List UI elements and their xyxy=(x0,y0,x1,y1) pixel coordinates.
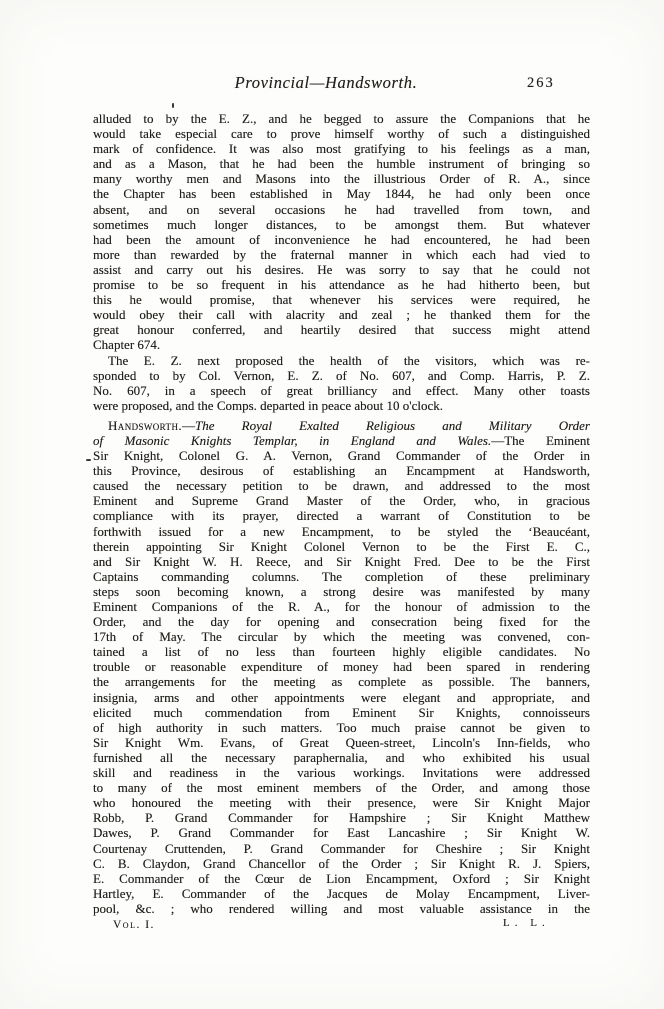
smallcaps-text: Handsworth. xyxy=(108,417,182,433)
text-line: Captains commanding columns. The completion of these preliminary xyxy=(93,568,590,584)
running-head-title: Provincial—Handsworth. xyxy=(234,73,418,92)
text-line: more than rewarded by the fraternal manner in which each had vied to xyxy=(93,246,590,262)
text-line: pool, &c. ; who rendered willing and most valuable assistance in the xyxy=(93,900,590,916)
text-line: caused the necessary petition to be drawn, and addressed to the most xyxy=(93,478,590,494)
text-line: C. B. Claydon, Grand Chancellor of the Order ; Sir Knight R. J. Spiers, xyxy=(93,855,590,871)
text-line: assist and carry out his desires. He was sorry to say that he could not xyxy=(93,261,590,277)
text-line: many worthy men and Masons into the illustrious Order of R. A., since xyxy=(93,171,590,187)
text-line: skill and readiness in the various workings. Invitations were addressed xyxy=(93,765,590,781)
text-line: furnished all the necessary paraphernalia, and who exhibited his usual xyxy=(93,749,590,765)
text-line: Hartley, E. Commander of the Jacques de Molay Encampment, Liver- xyxy=(93,885,590,901)
text-line: would obey their call with alacrity and zeal ; he thanked them for the xyxy=(93,307,590,323)
text-line: promise to be so frequent in his attendance as he had hitherto been, but xyxy=(93,277,590,293)
text-line: and Sir Knight W. H. Reece, and Sir Knight Fred. Dee to be the First xyxy=(93,553,590,569)
italic-text: of Masonic Knights Templar, in England and Wales. xyxy=(93,432,492,448)
text-line: compliance with its prayer, directed a warrant of Constitution to be xyxy=(93,508,590,524)
text-line: sponded to by Col. Vernon, E. Z. of No. 607, and Comp. Harris, P. Z. xyxy=(93,367,590,383)
text-line: absent, and on several occasions he had travelled from town, and xyxy=(93,201,590,217)
text-line: the Chapter has been established in May 1844, he had only been once xyxy=(93,186,590,202)
text-line: forthwith issued for a new Encampment, to be styled the ‘Beaucéant, xyxy=(93,523,590,539)
text-line: tained a list of no less than fourteen highly eligible candidates. No xyxy=(93,644,590,660)
paragraph xyxy=(93,353,590,413)
text-line: Chapter 674. xyxy=(93,337,161,353)
text-line xyxy=(93,433,590,448)
text-line: therein appointing Sir Knight Colonel Vernon to be the First E. C., xyxy=(93,538,590,554)
text-line: mark of confidence. It was also most gratifying to his feelings as a man, xyxy=(93,141,590,157)
text-line: Order, and the day for opening and consecration being fixed for the xyxy=(93,614,590,630)
text-line: 17th of May. The circular by which the meeting was convened, con- xyxy=(93,629,590,645)
plain-text: — xyxy=(182,417,195,433)
text-line: great honour conferred, and heartily desired that success might attend xyxy=(93,322,590,338)
text-line: Dawes, P. Grand Commander for East Lancashire ; Sir Knight W. xyxy=(93,825,590,841)
footer-volume-label: Vol. I. xyxy=(113,919,155,931)
text-line xyxy=(93,418,590,433)
text-line: were proposed, and the Comps. departed in peace about 10 o'clock. xyxy=(93,397,443,413)
text-line: who honoured the meeting with their presence, were Sir Knight Major xyxy=(93,795,590,811)
text-line: this Province, desirous of establishing an Encampment at Handsworth, xyxy=(93,463,590,479)
paragraph xyxy=(93,418,590,916)
text-line: alluded to by the E. Z., and he begged to assure the Companions that he xyxy=(93,111,590,126)
text-line: the arrangements for the meeting as complete as possible. The banners, xyxy=(93,674,590,690)
text-line: Eminent and Supreme Grand Master of the Order, who, in gracious xyxy=(93,493,590,509)
text-line: Eminent Companions of the R. A., for the honour of admission to the xyxy=(93,599,590,614)
text-line: had been the amount of inconvenience he had encountered, he had been xyxy=(93,231,590,247)
italic-text: The Royal Exalted Religious and Military Order xyxy=(195,417,590,433)
text-line: No. 607, in a speech of great brilliancy and effect. Many other toasts xyxy=(93,382,590,398)
text-line: trouble or reasonable expenditure of money had been spared in rendering xyxy=(93,659,590,675)
scan-speck-artifact xyxy=(86,459,91,461)
plain-text: —The Eminent xyxy=(491,432,590,448)
text-line: Robb, P. Grand Commander for Hampshire ; Sir Knight Matthew xyxy=(93,810,590,826)
scan-speck-artifact xyxy=(172,103,174,108)
text-line: would take especial care to prove himself worthy of such a distinguished xyxy=(93,126,590,142)
text-line: this he would promise, that whenever his services were required, he xyxy=(93,292,590,308)
body-text xyxy=(93,111,590,916)
text-line: E. Commander of the Cœur de Lion Encampment, Oxford ; Sir Knight xyxy=(93,870,590,886)
footer-printers-signature: L. L. xyxy=(503,917,550,929)
text-line: The E. Z. next proposed the health of the visitors, which was re- xyxy=(108,352,590,368)
text-line: Sir Knight Wm. Evans, of Great Queen-street, Lincoln's Inn-fields, who xyxy=(93,734,590,750)
paragraph xyxy=(93,111,590,353)
text-line: sometimes much longer distances, to be amongst them. But whatever xyxy=(93,216,590,232)
text-line: insignia, arms and other appointments were elegant and appropriate, and xyxy=(93,689,590,705)
text-line: elicited much commendation from Eminent Sir Knights, connoisseurs xyxy=(93,704,590,720)
text-line: of high authority in such matters. Too much praise cannot be given to xyxy=(93,719,590,735)
text-line: Courtenay Cruttenden, P. Grand Commander for Cheshire ; Sir Knight xyxy=(93,840,590,856)
page-number: 263 xyxy=(527,75,555,91)
text-line: Sir Knight, Colonel G. A. Vernon, Grand Commander of the Order in xyxy=(93,448,590,464)
text-line: to many of the most eminent members of the Order, and among those xyxy=(93,780,590,796)
text-line: and as a Mason, that he had been the humble instrument of bringing so xyxy=(93,156,590,172)
text-line: steps soon becoming known, a strong desire was manifested by many xyxy=(93,583,590,599)
